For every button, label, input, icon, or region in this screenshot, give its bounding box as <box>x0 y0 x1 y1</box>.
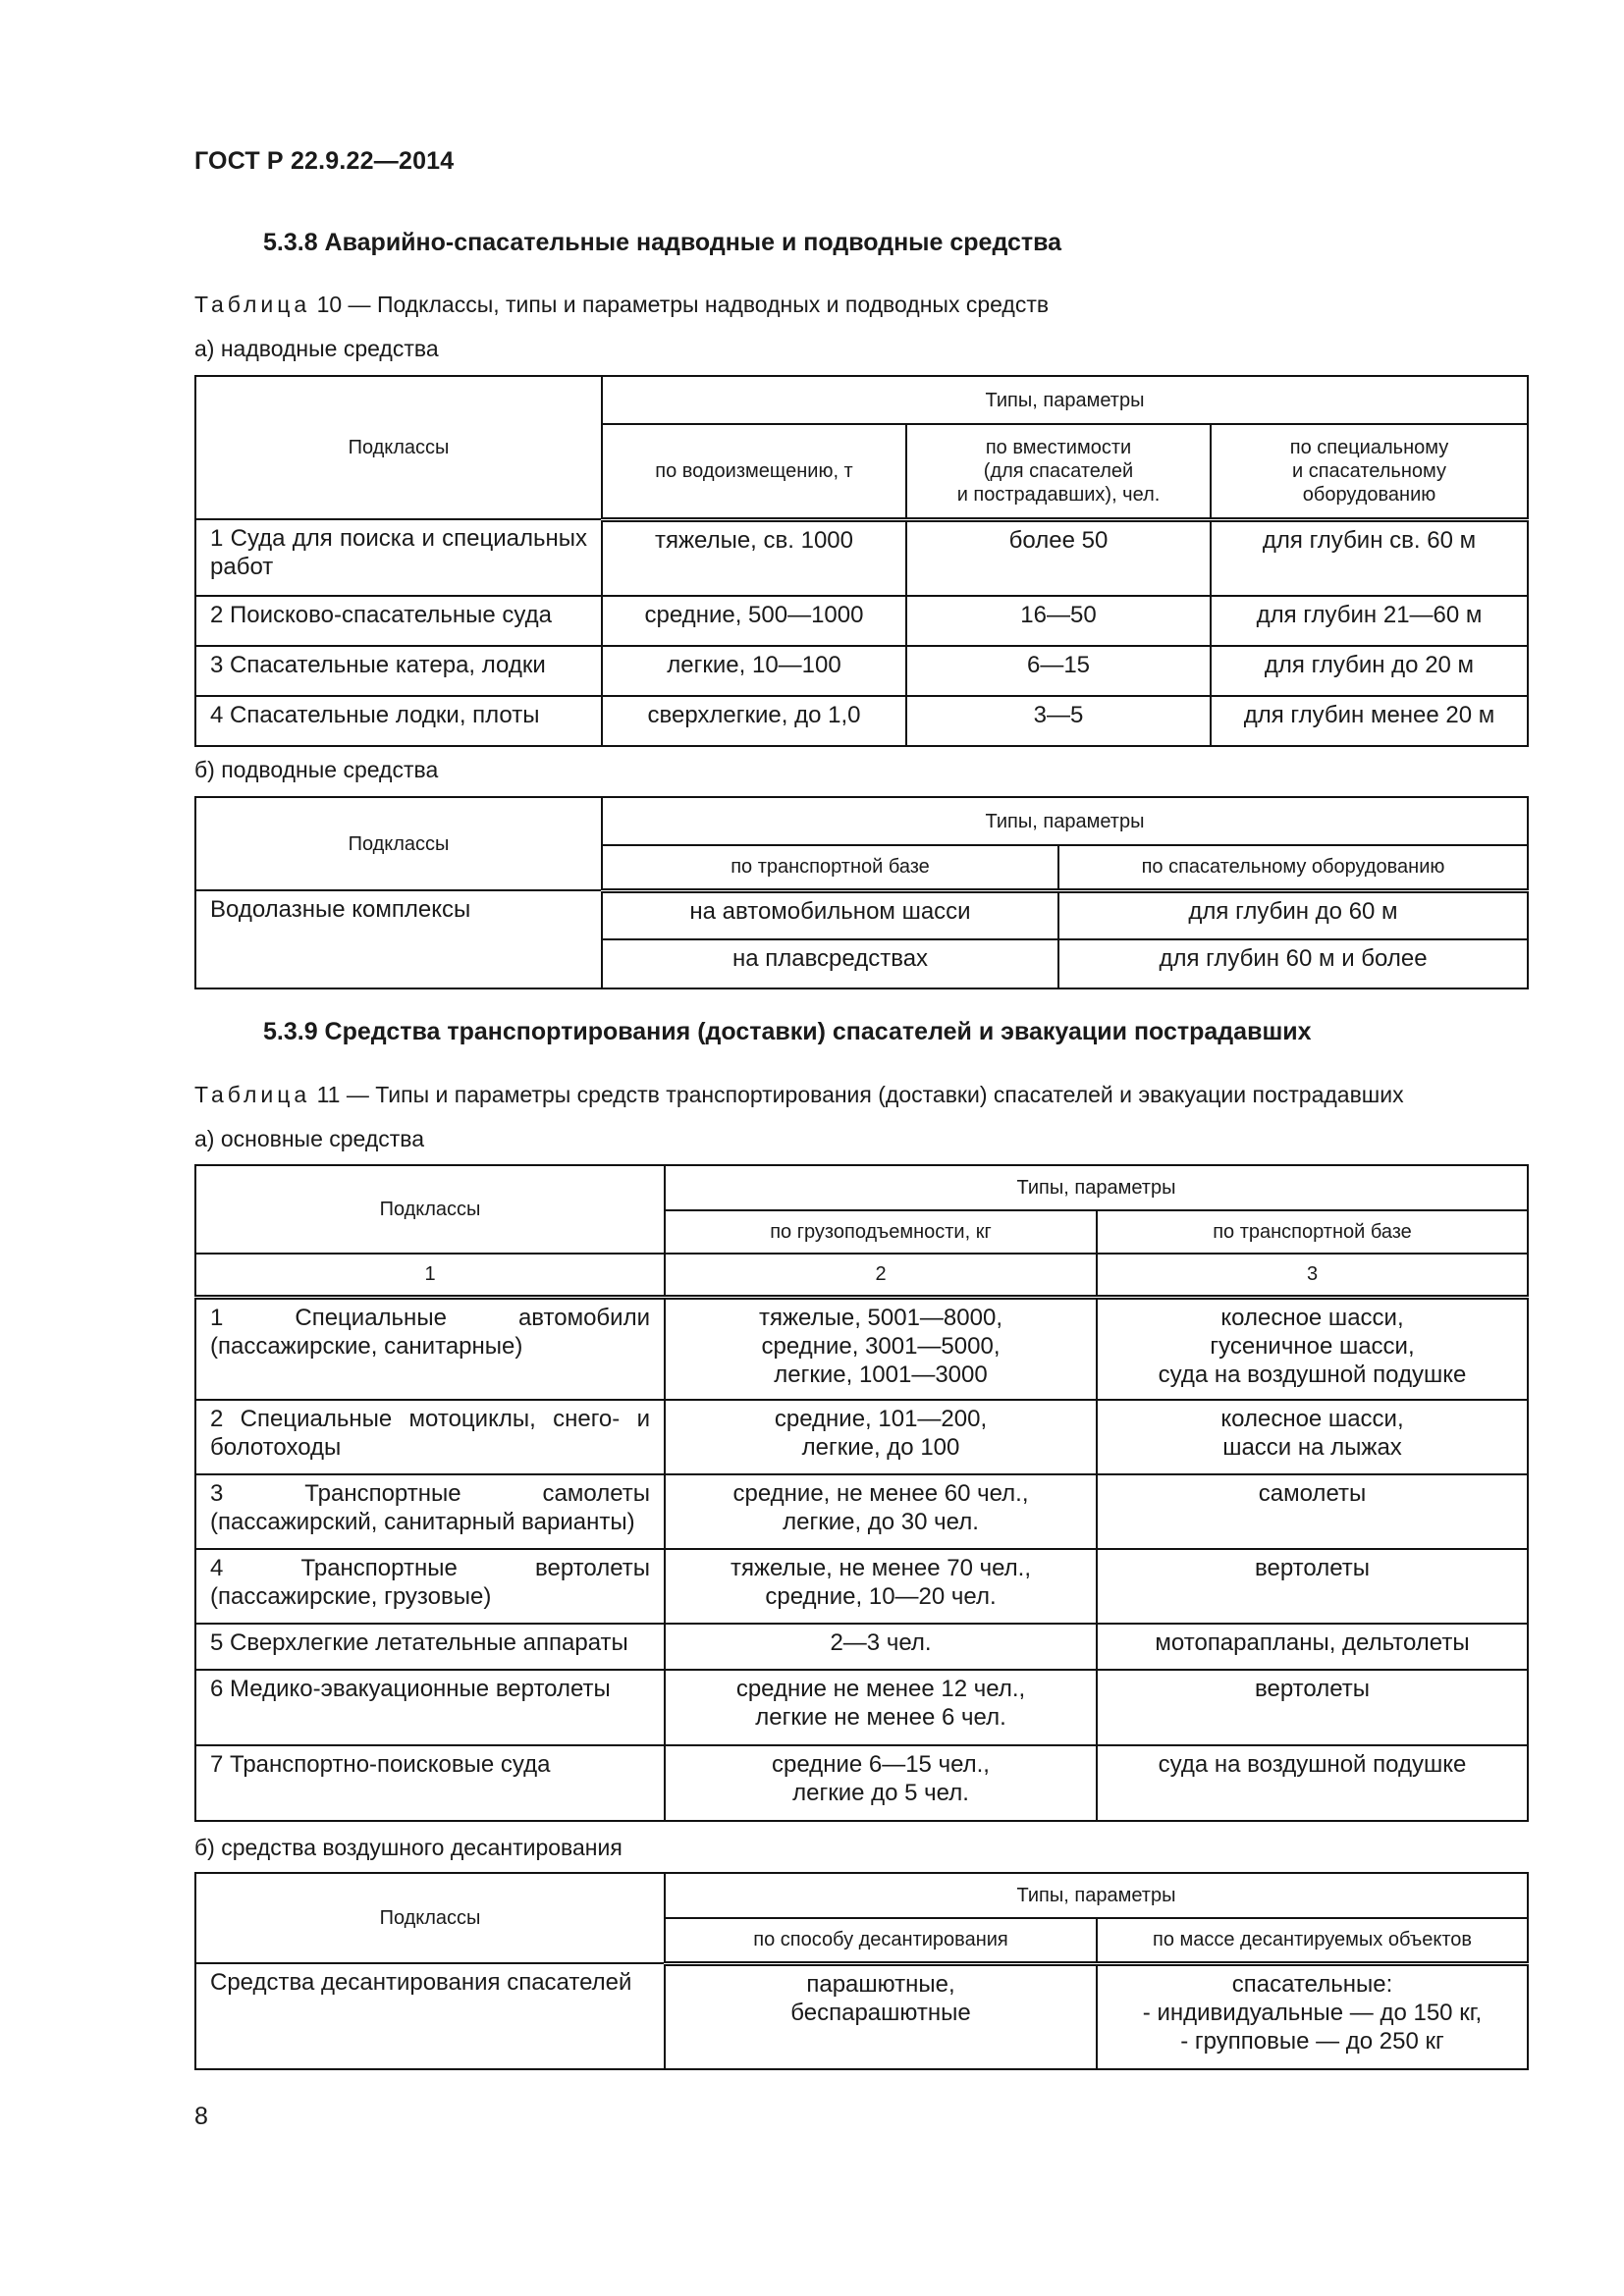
row-capacity: более 50 <box>906 519 1211 596</box>
table-10a-label: а) надводные средства <box>194 336 439 361</box>
row-transport-base: самолеты <box>1097 1474 1528 1549</box>
table-10a <box>194 375 1529 747</box>
table-row <box>195 1549 1528 1624</box>
row-displacement: средние, 500—1000 <box>602 596 906 646</box>
row-capacity: 16—50 <box>906 596 1211 646</box>
row-transport-base: мотопарапланы, дельтолеты <box>1097 1624 1528 1670</box>
row-equipment: для глубин менее 20 м <box>1211 696 1528 746</box>
col-number-3: 3 <box>1097 1254 1528 1297</box>
table-10b-label: б) подводные средства <box>194 757 439 782</box>
row-equipment: для глубин до 20 м <box>1211 646 1528 696</box>
table-row <box>195 1963 1528 2069</box>
row-subclass: 3 Транспортные самолеты (пассажирский, санитарный варианты) <box>195 1474 665 1549</box>
col-number-1: 1 <box>195 1254 665 1297</box>
col-header-types: Типы, параметры <box>602 797 1528 845</box>
table-11a-label: а) основные средства <box>194 1126 425 1151</box>
table-row <box>195 696 1528 746</box>
table-11-caption <box>194 1082 1404 1108</box>
table-10b <box>194 796 1529 989</box>
row-subclass: Средства десантирования спасателей <box>195 1963 665 2069</box>
row-capacity: 6—15 <box>906 646 1211 696</box>
row-subclass: 6 Медико-эвакуационные вертолеты <box>195 1670 665 1745</box>
row-subclass: 7 Транспортно-поисковые суда <box>195 1745 665 1821</box>
row-subclass: 5 Сверхлегкие летательные аппараты <box>195 1624 665 1670</box>
row-subclass: 2 Поисково-спасательные суда <box>195 596 602 646</box>
table-row <box>195 1297 1528 1400</box>
caption-text: 10 — Подклассы, типы и параметры надводных и подводных средств <box>310 292 1050 317</box>
section-5-3-8-title: 5.3.8 Аварийно-спасательные надводные и подводные средства <box>263 229 1062 256</box>
table-row <box>195 519 1528 596</box>
row-subclass: 4 Транспортные вертолеты (пассажирские, грузовые) <box>195 1549 665 1624</box>
col-header-capacity-kg: по грузоподъемности, кг <box>665 1210 1097 1254</box>
col-header-subclasses: Подклассы <box>195 1873 665 1963</box>
col-header-landing-method: по способу десантирования <box>665 1918 1097 1963</box>
table-11a <box>194 1164 1529 1822</box>
section-5-3-9-title: 5.3.9 Средства транспортирования (доставки) спасателей и эвакуации пострадавших <box>263 1018 1312 1045</box>
col-header-subclasses: Подклассы <box>195 797 602 890</box>
col-header-types: Типы, параметры <box>665 1165 1528 1210</box>
col-header-landing-mass: по массе десантируемых объектов <box>1097 1918 1528 1963</box>
row-rescue-equipment: для глубин 60 м и более <box>1058 939 1528 988</box>
row-capacity: 3—5 <box>906 696 1211 746</box>
table-row <box>195 1624 1528 1670</box>
col-header-transport-base: по транспортной базе <box>1097 1210 1528 1254</box>
table-10-caption <box>194 292 1049 318</box>
document-header: ГОСТ Р 22.9.22—2014 <box>194 147 455 175</box>
row-transport-base: на плавсредствах <box>602 939 1058 988</box>
col-header-capacity: по вместимости (для спасателей и пострадавших), чел. <box>906 424 1211 519</box>
table-row <box>195 890 1528 939</box>
col-header-transport-base: по транспортной базе <box>602 845 1058 890</box>
row-subclass: 2 Специальные мотоциклы, снего- и болотоходы <box>195 1400 665 1474</box>
col-header-types: Типы, параметры <box>665 1873 1528 1918</box>
row-displacement: сверхлегкие, до 1,0 <box>602 696 906 746</box>
table-11b <box>194 1872 1529 2070</box>
col-header-subclasses: Подклассы <box>195 1165 665 1254</box>
row-transport-base: суда на воздушной подушке <box>1097 1745 1528 1821</box>
col-header-displacement: по водоизмещению, т <box>602 424 906 519</box>
table-row <box>195 1670 1528 1745</box>
col-header-subclasses: Подклассы <box>195 376 602 519</box>
row-subclass: 1 Специальные автомобили (пассажирские, санитарные) <box>195 1297 665 1400</box>
row-transport-base: вертолеты <box>1097 1549 1528 1624</box>
row-subclass: 4 Спасательные лодки, плоты <box>195 696 602 746</box>
row-capacity: средние, не менее 60 чел., легкие, до 30 чел. <box>665 1474 1097 1549</box>
row-rescue-equipment: для глубин до 60 м <box>1058 890 1528 939</box>
col-header-equipment: по специальному и спасательному оборудованию <box>1211 424 1528 519</box>
row-capacity: тяжелые, не менее 70 чел., средние, 10—20 чел. <box>665 1549 1097 1624</box>
col-header-rescue-equipment: по спасательному оборудованию <box>1058 845 1528 890</box>
row-capacity: средние 6—15 чел., легкие до 5 чел. <box>665 1745 1097 1821</box>
table-11b-label: б) средства воздушного десантирования <box>194 1835 623 1860</box>
row-displacement: тяжелые, св. 1000 <box>602 519 906 596</box>
row-capacity: 2—3 чел. <box>665 1624 1097 1670</box>
row-transport-base: на автомобильном шасси <box>602 890 1058 939</box>
col-number-2: 2 <box>665 1254 1097 1297</box>
row-subclass: Водолазные комплексы <box>195 890 602 988</box>
row-transport-base: колесное шасси, гусеничное шасси, суда на воздушной подушке <box>1097 1297 1528 1400</box>
table-row <box>195 1745 1528 1821</box>
row-subclass: 1 Суда для поиска и специальных работ <box>195 519 602 596</box>
caption-word: Таблица <box>194 292 311 317</box>
table-row <box>195 1400 1528 1474</box>
page-number: 8 <box>194 2103 208 2130</box>
row-transport-base: колесное шасси, шасси на лыжах <box>1097 1400 1528 1474</box>
row-subclass: 3 Спасательные катера, лодки <box>195 646 602 696</box>
col-header-types: Типы, параметры <box>602 376 1528 424</box>
row-capacity: средние не менее 12 чел., легкие не менее 6 чел. <box>665 1670 1097 1745</box>
row-landing-method: парашютные, беспарашютные <box>665 1963 1097 2069</box>
caption-word: Таблица <box>194 1082 311 1107</box>
row-equipment: для глубин 21—60 м <box>1211 596 1528 646</box>
row-transport-base: вертолеты <box>1097 1670 1528 1745</box>
caption-text: 11 — Типы и параметры средств транспортирования (доставки) спасателей и эвакуации пострадавших <box>310 1082 1404 1107</box>
row-equipment: для глубин св. 60 м <box>1211 519 1528 596</box>
row-landing-mass: спасательные: - индивидуальные — до 150 кг, - групповые — до 250 кг <box>1097 1963 1528 2069</box>
table-row <box>195 1474 1528 1549</box>
row-displacement: легкие, 10—100 <box>602 646 906 696</box>
table-row <box>195 596 1528 646</box>
row-capacity: средние, 101—200, легкие, до 100 <box>665 1400 1097 1474</box>
table-row <box>195 646 1528 696</box>
row-capacity: тяжелые, 5001—8000, средние, 3001—5000, легкие, 1001—3000 <box>665 1297 1097 1400</box>
